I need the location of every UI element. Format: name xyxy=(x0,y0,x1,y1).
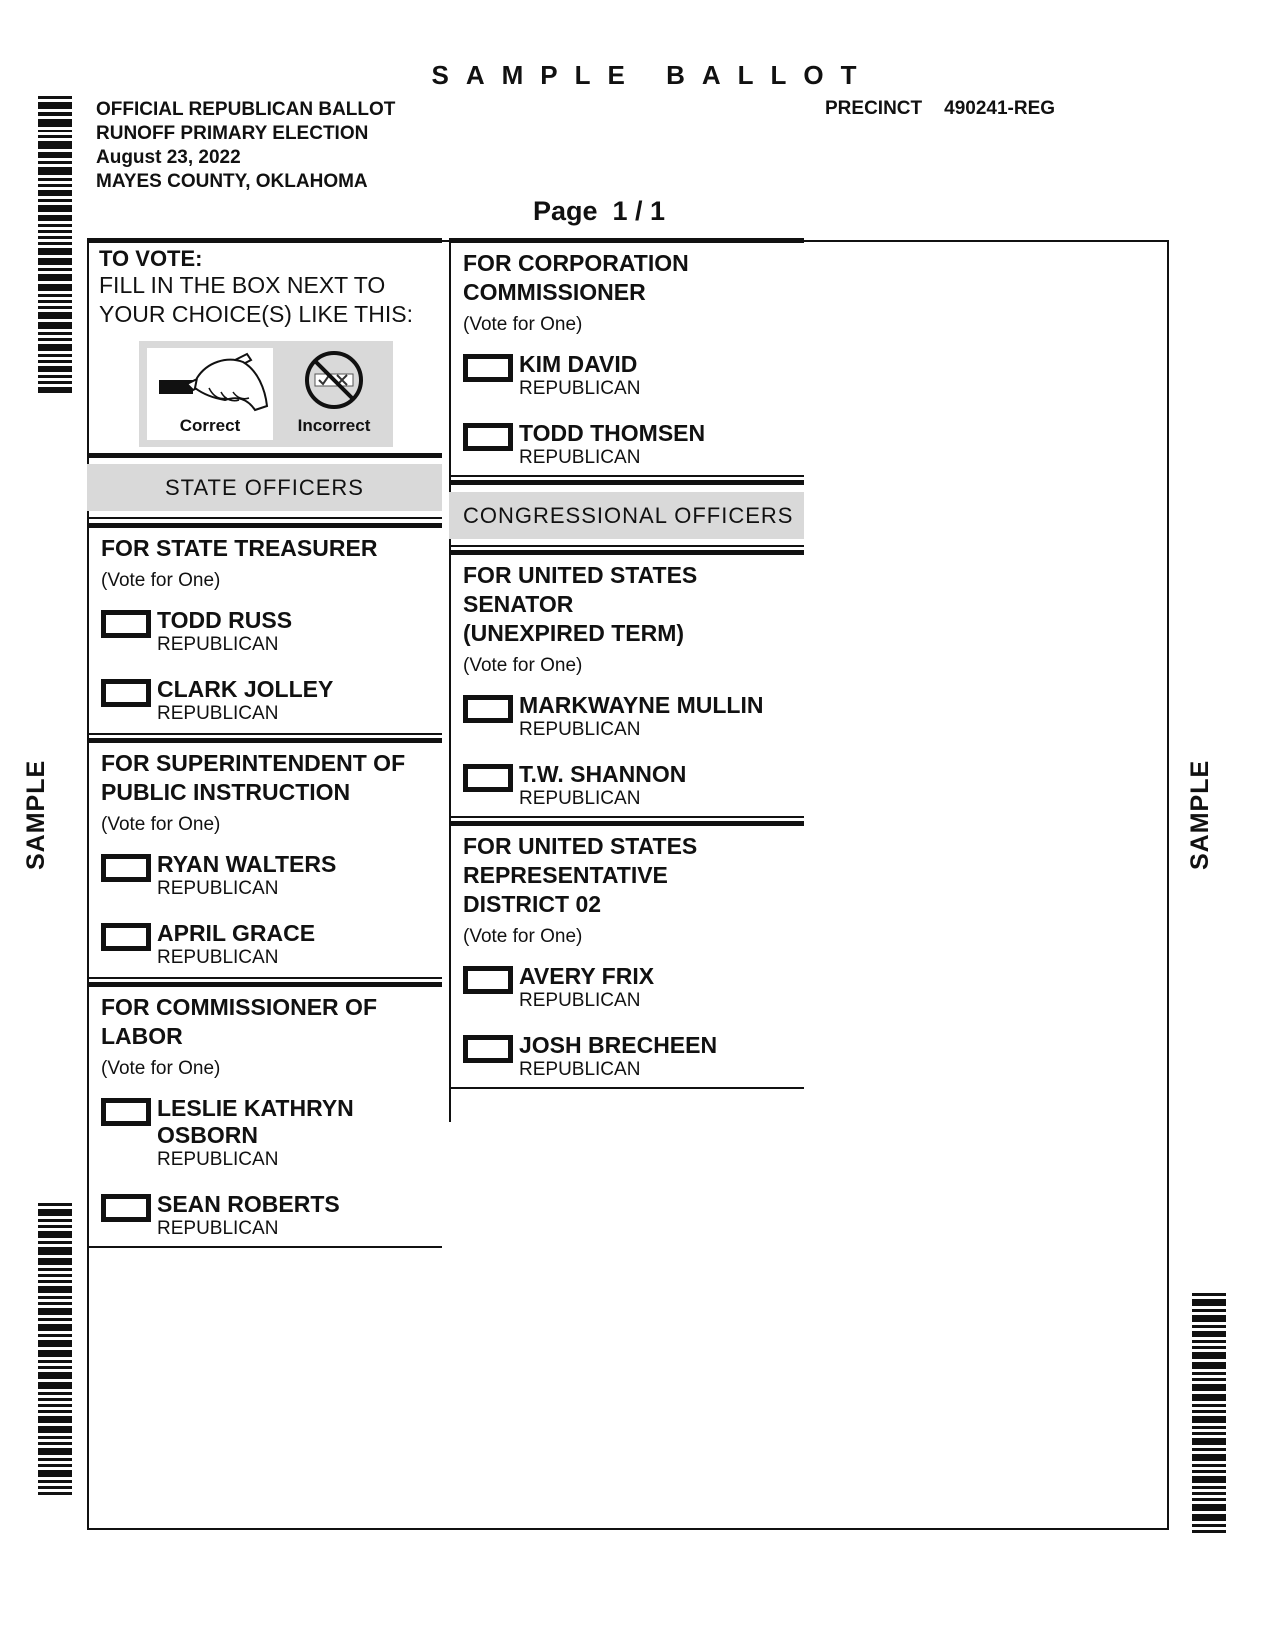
candidate-party: REPUBLICAN xyxy=(157,947,279,968)
header-line: RUNOFF PRIMARY ELECTION xyxy=(96,123,369,144)
candidate-name: SEAN ROBERTS xyxy=(157,1191,340,1217)
candidate-name: AVERY FRIX xyxy=(519,963,655,989)
candidate-option[interactable] xyxy=(101,920,442,969)
rule xyxy=(87,517,442,519)
section-header-congressional-officers: CONGRESSIONAL OFFICERS xyxy=(449,492,804,539)
candidate-party: REPUBLICAN xyxy=(157,1218,279,1239)
header-line: MAYES COUNTY, OKLAHOMA xyxy=(96,171,368,192)
header-line: OFFICIAL REPUBLICAN BALLOT xyxy=(96,99,396,120)
vote-for-instruction: (Vote for One) xyxy=(101,814,221,835)
precinct xyxy=(825,98,1077,120)
race-commissioner-of-labor xyxy=(87,987,442,1240)
candidate-party: REPUBLICAN xyxy=(519,378,641,399)
candidate-option[interactable] xyxy=(101,676,442,725)
race-us-representative xyxy=(449,826,804,1081)
race-corporation-commissioner xyxy=(449,243,804,469)
vote-box[interactable] xyxy=(101,610,151,638)
rule xyxy=(87,453,442,458)
ballot-title: SAMPLE BALLOT xyxy=(431,60,874,90)
candidate-party: REPUBLICAN xyxy=(157,703,279,724)
race-title: PUBLIC INSTRUCTION xyxy=(101,779,351,805)
candidate-party: REPUBLICAN xyxy=(519,990,641,1011)
vote-box[interactable] xyxy=(101,1098,151,1126)
instructions-line: FILL IN THE BOX NEXT TO xyxy=(99,272,386,298)
candidate-option[interactable] xyxy=(463,420,804,469)
section-header-state-officers: STATE OFFICERS xyxy=(87,464,442,511)
sample-watermark-left: SAMPLE xyxy=(22,759,50,870)
candidate-option[interactable] xyxy=(101,1191,442,1240)
precinct-value: 490241-REG xyxy=(944,98,1056,119)
header-line: August 23, 2022 xyxy=(96,147,241,168)
vote-for-instruction: (Vote for One) xyxy=(101,570,221,591)
candidate-name: CLARK JOLLEY xyxy=(157,676,334,702)
race-title: (UNEXPIRED TERM) xyxy=(463,620,685,646)
rule xyxy=(449,816,804,818)
incorrect-example xyxy=(275,348,393,440)
race-title: FOR CORPORATION xyxy=(463,250,689,276)
candidate-option[interactable] xyxy=(101,851,442,900)
race-us-senator xyxy=(449,555,804,810)
incorrect-label: Incorrect xyxy=(297,416,371,435)
candidate-name: MARKWAYNE MULLIN xyxy=(519,692,764,718)
rule xyxy=(449,475,804,477)
candidate-party: REPUBLICAN xyxy=(519,719,641,740)
candidate-name: RYAN WALTERS xyxy=(157,851,337,877)
candidate-name: TODD RUSS xyxy=(157,607,293,633)
correct-label: Correct xyxy=(179,416,241,435)
candidate-option[interactable] xyxy=(463,692,804,741)
rule xyxy=(449,545,804,547)
instructions-heading: TO VOTE: xyxy=(99,246,203,271)
page-number: Page 1 / 1 xyxy=(533,196,666,226)
candidate-party: REPUBLICAN xyxy=(519,1059,641,1080)
race-title: REPRESENTATIVE xyxy=(463,862,668,888)
sample-watermark-right: SAMPLE xyxy=(1186,759,1214,870)
candidate-name: APRIL GRACE xyxy=(157,920,316,946)
barcode-top-left xyxy=(38,96,72,396)
candidate-option[interactable] xyxy=(463,761,804,810)
candidate-option[interactable] xyxy=(101,1095,442,1171)
race-superintendent xyxy=(87,743,442,969)
prohibited-checkmark-icon xyxy=(275,348,393,414)
vote-box[interactable] xyxy=(463,764,513,792)
vote-box[interactable] xyxy=(463,354,513,382)
vote-for-instruction: (Vote for One) xyxy=(463,926,583,947)
candidate-party: REPUBLICAN xyxy=(157,1149,279,1170)
race-state-treasurer xyxy=(87,528,442,725)
race-title: FOR STATE TREASURER xyxy=(101,535,378,561)
race-title: FOR SUPERINTENDENT OF xyxy=(101,750,406,776)
ballot-column-1 xyxy=(87,238,442,1248)
ballot-header xyxy=(96,98,395,194)
race-title: DISTRICT 02 xyxy=(463,891,602,917)
precinct-label: PRECINCT xyxy=(825,98,923,119)
candidate-party: REPUBLICAN xyxy=(157,878,279,899)
candidate-option[interactable] xyxy=(101,607,442,656)
correct-example xyxy=(147,348,273,440)
vote-for-instruction: (Vote for One) xyxy=(101,1058,221,1079)
vote-box[interactable] xyxy=(463,423,513,451)
ballot-column-2 xyxy=(449,238,804,1089)
rule xyxy=(87,1246,442,1248)
race-title: FOR UNITED STATES xyxy=(463,833,698,859)
candidate-name: KIM DAVID xyxy=(519,351,638,377)
candidate-option[interactable] xyxy=(463,963,804,1012)
candidate-name: TODD THOMSEN xyxy=(519,420,706,446)
rule xyxy=(449,1087,804,1089)
vote-for-instruction: (Vote for One) xyxy=(463,655,583,676)
vote-box[interactable] xyxy=(463,966,513,994)
candidate-party: REPUBLICAN xyxy=(157,634,279,655)
rule xyxy=(87,977,442,979)
barcode-bottom-right xyxy=(1192,1293,1226,1536)
rule xyxy=(87,733,442,735)
race-title: COMMISSIONER xyxy=(463,279,646,305)
candidate-option[interactable] xyxy=(463,1032,804,1081)
candidate-party: REPUBLICAN xyxy=(519,788,641,809)
race-title: SENATOR xyxy=(463,591,574,617)
candidate-name: T.W. SHANNON xyxy=(519,761,687,787)
instructions-line: YOUR CHOICE(S) LIKE THIS: xyxy=(99,301,413,327)
race-title: LABOR xyxy=(101,1023,183,1049)
candidate-name: JOSH BRECHEEN xyxy=(519,1032,718,1058)
candidate-name: OSBORN xyxy=(157,1122,258,1148)
barcode-bottom-left xyxy=(38,1203,72,1498)
race-title: FOR COMMISSIONER OF xyxy=(101,994,377,1020)
vote-for-instruction: (Vote for One) xyxy=(463,314,583,335)
voting-instructions xyxy=(87,243,442,329)
vote-box[interactable] xyxy=(463,1035,513,1063)
vote-box[interactable] xyxy=(463,695,513,723)
candidate-name: LESLIE KATHRYN xyxy=(157,1095,354,1121)
vote-box[interactable] xyxy=(101,923,151,951)
vote-box[interactable] xyxy=(101,854,151,882)
marking-example xyxy=(139,341,393,447)
hand-pen-icon xyxy=(147,348,273,418)
vote-box[interactable] xyxy=(101,1194,151,1222)
race-title: FOR UNITED STATES xyxy=(463,562,698,588)
candidate-party: REPUBLICAN xyxy=(519,447,641,468)
vote-box[interactable] xyxy=(101,679,151,707)
candidate-option[interactable] xyxy=(463,351,804,400)
rule xyxy=(449,480,804,485)
